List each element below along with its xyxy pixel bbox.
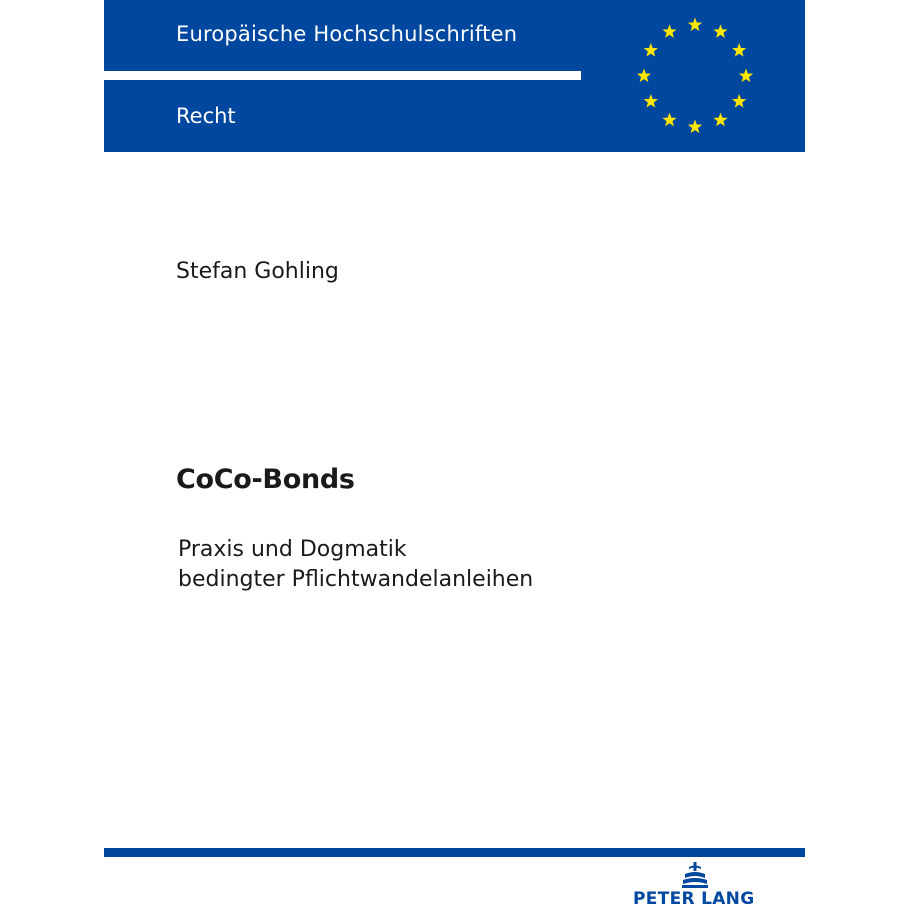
book-title: CoCo-Bonds: [176, 464, 355, 495]
star-9: [644, 94, 658, 108]
star-5: [732, 94, 746, 108]
publisher-name: PETER LANG: [633, 889, 755, 909]
star-8: [662, 113, 676, 127]
series-band-divider: [104, 71, 581, 80]
series-title: Europäische Hochschulschriften: [176, 22, 518, 46]
star-6: [713, 113, 727, 127]
publisher-logo-icon: [681, 862, 709, 888]
star-1: [688, 18, 702, 32]
subtitle-line-2: bedingter Pflichtwandelanleihen: [178, 567, 534, 592]
star-7: [688, 120, 702, 134]
star-4: [739, 69, 753, 83]
star-11: [644, 43, 658, 57]
eu-stars-icon: [620, 4, 770, 154]
publisher-mark: [633, 862, 758, 910]
star-3: [732, 43, 746, 57]
author-name: Stefan Gohling: [176, 259, 339, 284]
star-2: [713, 24, 727, 38]
star-12: [662, 24, 676, 38]
book-subtitle: [178, 535, 533, 595]
star-10: [637, 69, 651, 83]
subtitle-line-1: Praxis und Dogmatik: [178, 537, 407, 562]
bottom-rule: [104, 848, 805, 857]
series-subject: Recht: [176, 104, 236, 128]
